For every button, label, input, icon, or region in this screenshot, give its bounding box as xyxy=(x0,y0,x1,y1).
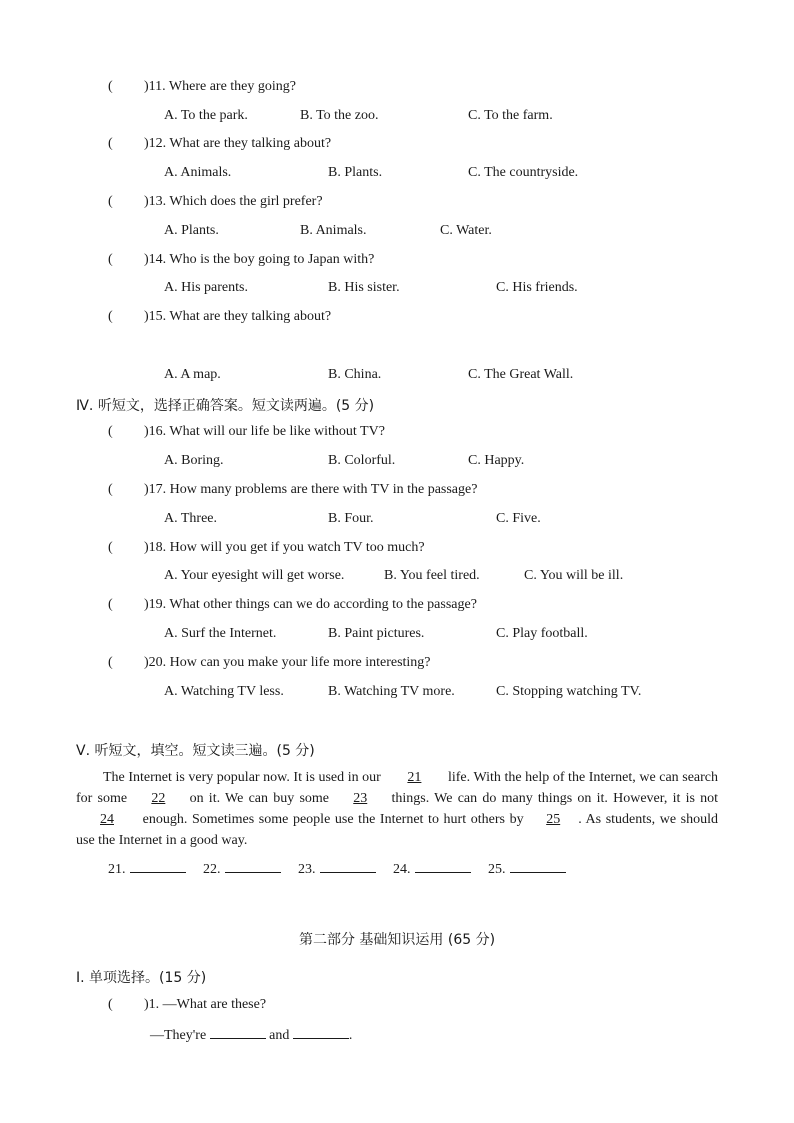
option-c: C. Stopping watching TV. xyxy=(496,684,642,699)
answer-paren[interactable]: ( xyxy=(108,997,113,1012)
option-a: A. Boring. xyxy=(164,453,224,468)
option-a: A. Your eyesight will get worse. xyxy=(164,568,345,583)
question-17: ( )17. How many problems are there with TV in the passage? xyxy=(108,482,478,497)
answer-blanks xyxy=(108,860,580,878)
option-b: B. You feel tired. xyxy=(384,568,480,583)
answer-paren[interactable]: ( xyxy=(108,252,113,267)
answer-paren[interactable]: ( xyxy=(108,79,113,94)
answer-blank-21[interactable]: 21. xyxy=(108,860,186,878)
question-1-answer-line: —They're and . xyxy=(150,1028,353,1043)
blank-22: 22 xyxy=(151,791,166,806)
option-a: A. A map. xyxy=(164,367,221,382)
blank-line[interactable] xyxy=(293,1026,349,1039)
option-a: A. Plants. xyxy=(164,223,219,238)
blank-21: 21 xyxy=(407,770,422,785)
option-c: C. The Great Wall. xyxy=(468,367,574,382)
question-14: ( )14. Who is the boy going to Japan with? xyxy=(108,252,375,267)
option-c: C. You will be ill. xyxy=(524,568,624,583)
option-b: B. His sister. xyxy=(328,280,400,295)
question-1: ( )1. —What are these? xyxy=(108,997,267,1012)
option-c: C. The countryside. xyxy=(468,165,579,180)
answer-paren[interactable]: ( xyxy=(108,655,113,670)
question-20: ( )20. How can you make your life more interesting? xyxy=(108,655,431,670)
option-b: B. Four. xyxy=(328,511,374,526)
option-a: A. Three. xyxy=(164,511,217,526)
question-13: ( )13. Which does the girl prefer? xyxy=(108,194,323,209)
option-c: C. Five. xyxy=(496,511,541,526)
answer-paren[interactable]: ( xyxy=(108,597,113,612)
option-c: C. To the farm. xyxy=(468,108,553,123)
option-c: C. Play football. xyxy=(496,626,588,641)
section-5-heading: Ⅴ. 听短文，填空。短文读三遍。(5 分) xyxy=(76,743,315,759)
option-b: B. Watching TV more. xyxy=(328,684,455,699)
part-2-title: 第二部分 基础知识运用 (65 分) xyxy=(298,932,496,948)
option-b: B. To the zoo. xyxy=(300,108,379,123)
answer-paren[interactable]: ( xyxy=(108,540,113,555)
option-b: B. Paint pictures. xyxy=(328,626,425,641)
question-11: ( )11. Where are they going? xyxy=(108,79,296,94)
question-16: ( )16. What will our life be like without TV? xyxy=(108,424,385,439)
option-a: A. His parents. xyxy=(164,280,248,295)
answer-blank-25[interactable]: 25. xyxy=(488,860,566,878)
question-18: ( )18. How will you get if you watch TV too much? xyxy=(108,540,425,555)
passage: The Internet is very popular now. It is used in our 21 life. With the help of the Internet, we can search for some 22 on it. We can buy some 23 things. We can do many things on it. However, it is not 24 enough. Sometimes some people use the Internet to hurt others by 25 . As students, we should use the Internet in a good way. xyxy=(76,767,718,851)
option-b: B. Colorful. xyxy=(328,453,396,468)
question-15: ( )15. What are they talking about? xyxy=(108,309,332,324)
answer-paren[interactable]: ( xyxy=(108,194,113,209)
answer-blank-23[interactable]: 23. xyxy=(298,860,376,878)
question-12: ( )12. What are they talking about? xyxy=(108,136,332,151)
section-4-heading: Ⅳ. 听短文，选择正确答案。短文读两遍。(5 分) xyxy=(76,398,375,414)
answer-paren[interactable]: ( xyxy=(108,136,113,151)
option-b: B. Plants. xyxy=(328,165,383,180)
answer-paren[interactable]: ( xyxy=(108,424,113,439)
option-c: C. His friends. xyxy=(496,280,578,295)
option-b: B. Animals. xyxy=(300,223,367,238)
option-a: A. Animals. xyxy=(164,165,232,180)
option-a: A. To the park. xyxy=(164,108,248,123)
option-a: A. Watching TV less. xyxy=(164,684,284,699)
answer-paren[interactable]: ( xyxy=(108,309,113,324)
answer-blank-24[interactable]: 24. xyxy=(393,860,471,878)
answer-blank-22[interactable]: 22. xyxy=(203,860,281,878)
answer-paren[interactable]: ( xyxy=(108,482,113,497)
question-19: ( )19. What other things can we do according to the passage? xyxy=(108,597,477,612)
option-c: C. Happy. xyxy=(468,453,525,468)
blank-25: 25 xyxy=(546,812,561,827)
blank-23: 23 xyxy=(353,791,368,806)
blank-24: 24 xyxy=(100,812,114,827)
option-b: B. China. xyxy=(328,367,382,382)
option-c: C. Water. xyxy=(440,223,492,238)
option-a: A. Surf the Internet. xyxy=(164,626,277,641)
part-2-section-1-heading: Ⅰ. 单项选择。(15 分) xyxy=(76,970,207,986)
blank-line[interactable] xyxy=(210,1026,266,1039)
